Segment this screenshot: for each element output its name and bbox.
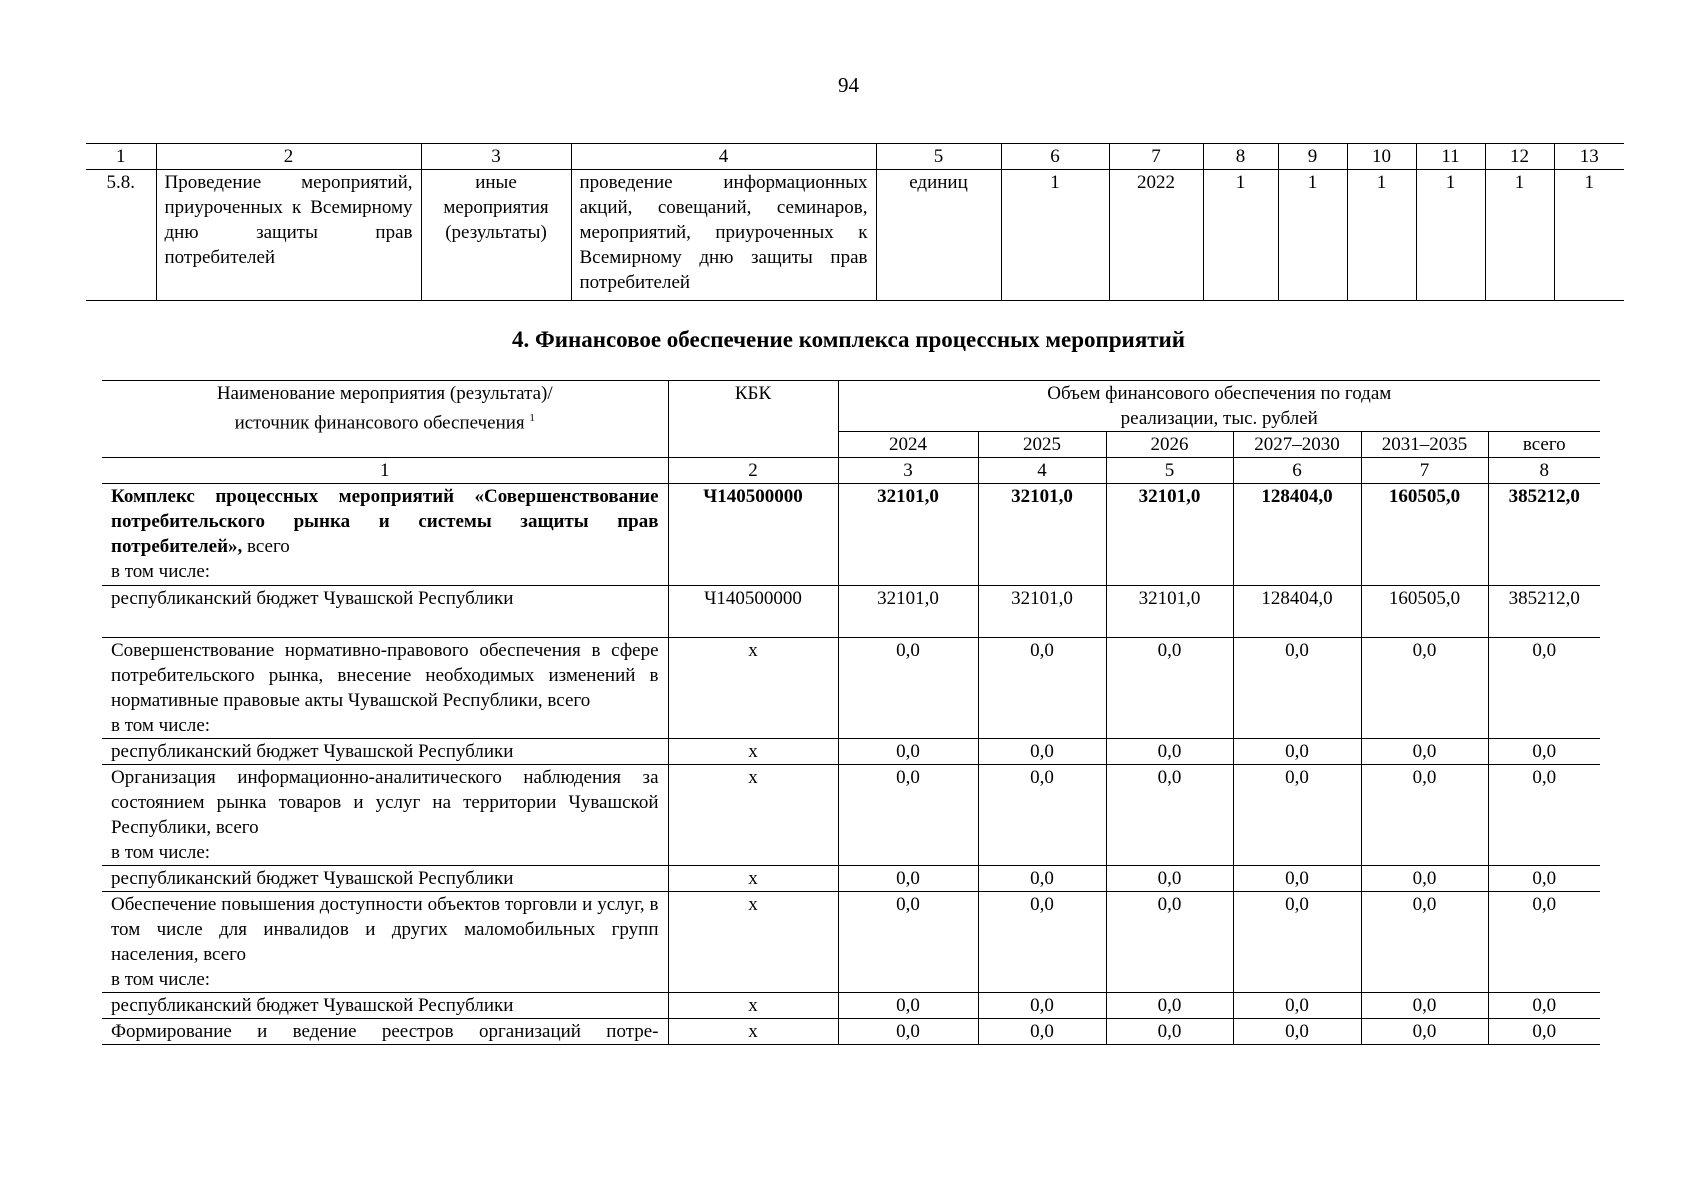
value-cell: 160505,0 [1361, 484, 1488, 586]
page-number: 94 [838, 73, 859, 97]
value-cell: 0,0 [838, 765, 978, 866]
column-number: 7 [1109, 144, 1203, 170]
base-year: 2022 [1109, 170, 1203, 301]
column-number: 7 [1361, 458, 1488, 484]
value-cell: 0,0 [1106, 739, 1233, 765]
value-cell: 0,0 [1361, 638, 1488, 739]
value-cell: 0,0 [838, 1019, 978, 1045]
header-volume-line1: Объем финансового обеспечения по годам [1047, 383, 1392, 404]
including-label: в том числе: [111, 842, 211, 863]
column-number: 3 [838, 458, 978, 484]
value-cell: 0,0 [1488, 866, 1600, 892]
value-cell: 0,0 [1106, 892, 1233, 993]
value-cell: 0,0 [1233, 866, 1361, 892]
indicators-table [86, 143, 1624, 301]
column-number: 9 [1278, 144, 1347, 170]
column-number: 13 [1554, 144, 1624, 170]
value-cell: 0,0 [1106, 765, 1233, 866]
value-cell: 0,0 [1361, 866, 1488, 892]
value-cell: 0,0 [978, 892, 1106, 993]
column-number: 2 [156, 144, 421, 170]
year-header: 2026 [1106, 432, 1233, 458]
column-number: 5 [876, 144, 1001, 170]
value-cell: 0,0 [838, 892, 978, 993]
value-cell: 0,0 [1488, 1019, 1600, 1045]
year-header: всего [1488, 432, 1600, 458]
column-number: 12 [1485, 144, 1554, 170]
value-cell: 0,0 [1233, 765, 1361, 866]
column-number: 3 [421, 144, 571, 170]
event-name: Совершенствование нормативно-правового обеспечения в сфере потребительского рынка, внесение необходимых изменений в нормативные правовые акты Чувашской Республики, всего [111, 640, 659, 711]
value-cell: 1 [1485, 170, 1554, 301]
column-numbers-row [86, 144, 1624, 170]
table-row [102, 765, 1600, 866]
value-cell: 1 [1203, 170, 1278, 301]
kbk-cell: Ч140500000 [668, 484, 838, 586]
kbk-cell: х [668, 765, 838, 866]
value-cell: 32101,0 [978, 586, 1106, 638]
value-cell: 1 [1416, 170, 1485, 301]
value-cell: 0,0 [1106, 866, 1233, 892]
column-number: 4 [978, 458, 1106, 484]
event-type: иные мероприятия (результаты) [421, 170, 571, 301]
header-row [102, 381, 1600, 432]
kbk-cell: х [668, 892, 838, 993]
value-cell: 385212,0 [1488, 586, 1600, 638]
column-number: 10 [1347, 144, 1416, 170]
value-cell: 0,0 [1488, 765, 1600, 866]
value-cell: 128404,0 [1233, 484, 1361, 586]
value-cell: 0,0 [838, 638, 978, 739]
value-cell: 0,0 [1488, 739, 1600, 765]
header-name-line2: источник финансового обеспечения [234, 412, 525, 434]
event-name: Проведение мероприятий, приуроченных к Всемирному дню защиты прав потребителей [156, 170, 421, 301]
header-name [102, 381, 668, 458]
row-name [102, 484, 668, 586]
value-cell: 32101,0 [838, 586, 978, 638]
event-name: Организация информационно-аналитического наблюдения за состоянием рынка товаров и услуг на территории Чувашской Республики, всего [111, 767, 659, 838]
row-name [102, 765, 668, 866]
header-volume-line2: реализации, тыс. рублей [1120, 408, 1318, 429]
value-cell: 0,0 [1233, 993, 1361, 1019]
table-row [86, 170, 1624, 301]
kbk-cell: х [668, 993, 838, 1019]
value-cell: 0,0 [1488, 993, 1600, 1019]
value-cell: 0,0 [1233, 638, 1361, 739]
value-cell: 0,0 [838, 866, 978, 892]
column-number: 4 [571, 144, 876, 170]
kbk-cell: х [668, 866, 838, 892]
header-name-line1: Наименование мероприятия (результата)/ [216, 383, 553, 404]
complex-name: Комплекс процессных мероприятий «Совершенствование потребительского рынка и системы защиты прав потребителей», [111, 486, 659, 557]
value-cell: 0,0 [1361, 892, 1488, 993]
value-cell: 32101,0 [1106, 586, 1233, 638]
table-row [102, 892, 1600, 993]
column-number: 2 [668, 458, 838, 484]
value-cell: 0,0 [1233, 892, 1361, 993]
value-cell: 32101,0 [838, 484, 978, 586]
column-number: 8 [1488, 458, 1600, 484]
row-name: республиканский бюджет Чувашской Республики [102, 586, 668, 638]
row-name: республиканский бюджет Чувашской Республики [102, 993, 668, 1019]
year-header: 2024 [838, 432, 978, 458]
value-cell: 0,0 [1488, 638, 1600, 739]
section-title: 4. Финансовое обеспечение комплекса процессных мероприятий [511, 327, 1186, 352]
value-cell: 0,0 [1233, 739, 1361, 765]
event-name: Обеспечение повышения доступности объектов торговли и услуг, в том числе для инвалидов и других маломобильных групп населения, всего [111, 894, 659, 965]
table-row [102, 993, 1600, 1019]
table-row [102, 586, 1600, 638]
table-row [102, 739, 1600, 765]
value-cell: 385212,0 [1488, 484, 1600, 586]
row-number: 5.8. [86, 170, 156, 301]
column-number: 6 [1001, 144, 1109, 170]
column-numbers-row [102, 458, 1600, 484]
value-cell: 160505,0 [1361, 586, 1488, 638]
value-cell: 0,0 [1233, 1019, 1361, 1045]
year-header: 2025 [978, 432, 1106, 458]
value-cell: 0,0 [838, 739, 978, 765]
including-label: в том числе: [111, 969, 211, 990]
table-row [102, 1019, 1600, 1045]
value-cell: 0,0 [1361, 1019, 1488, 1045]
value-cell: 0,0 [1361, 993, 1488, 1019]
value-cell: 32101,0 [1106, 484, 1233, 586]
complex-name-suffix: всего [242, 536, 290, 557]
value-cell: 0,0 [1106, 993, 1233, 1019]
year-header: 2031–2035 [1361, 432, 1488, 458]
value-cell: 0,0 [1106, 638, 1233, 739]
value-cell: 0,0 [978, 1019, 1106, 1045]
table-row [102, 866, 1600, 892]
row-name: республиканский бюджет Чувашской Республики [102, 866, 668, 892]
base-value: 1 [1001, 170, 1109, 301]
value-cell: 32101,0 [978, 484, 1106, 586]
event-description: проведение информационных акций, совещаний, семинаров, мероприятий, приуроченных к Всемирному дню защиты прав потребителей [571, 170, 876, 301]
value-cell: 0,0 [978, 866, 1106, 892]
column-number: 6 [1233, 458, 1361, 484]
kbk-cell: х [668, 638, 838, 739]
table-row [102, 484, 1600, 586]
kbk-cell: х [668, 739, 838, 765]
unit: единиц [876, 170, 1001, 301]
header-kbk: КБК [668, 381, 838, 458]
column-number: 8 [1203, 144, 1278, 170]
row-name [102, 892, 668, 993]
kbk-cell: Ч140500000 [668, 586, 838, 638]
value-cell: 0,0 [1488, 892, 1600, 993]
value-cell: 128404,0 [1233, 586, 1361, 638]
value-cell: 0,0 [1361, 739, 1488, 765]
value-cell: 0,0 [838, 993, 978, 1019]
row-name [102, 638, 668, 739]
column-number: 11 [1416, 144, 1485, 170]
value-cell: 0,0 [1361, 765, 1488, 866]
value-cell: 0,0 [978, 739, 1106, 765]
column-number: 5 [1106, 458, 1233, 484]
value-cell: 1 [1278, 170, 1347, 301]
value-cell: 0,0 [1106, 1019, 1233, 1045]
header-volume [838, 381, 1600, 432]
value-cell: 0,0 [978, 638, 1106, 739]
footnote-marker: 1 [529, 412, 535, 424]
value-cell: 1 [1347, 170, 1416, 301]
value-cell: 0,0 [978, 993, 1106, 1019]
column-number: 1 [102, 458, 668, 484]
row-name: Формирование и ведение реестров организаций потре- [102, 1019, 668, 1045]
year-header: 2027–2030 [1233, 432, 1361, 458]
kbk-cell: х [668, 1019, 838, 1045]
column-number: 1 [86, 144, 156, 170]
table-row [102, 638, 1600, 739]
finance-table [102, 380, 1600, 1045]
row-name: республиканский бюджет Чувашской Республики [102, 739, 668, 765]
value-cell: 0,0 [978, 765, 1106, 866]
including-label: в том числе: [111, 561, 211, 582]
including-label: в том числе: [111, 715, 211, 736]
value-cell: 1 [1554, 170, 1624, 301]
